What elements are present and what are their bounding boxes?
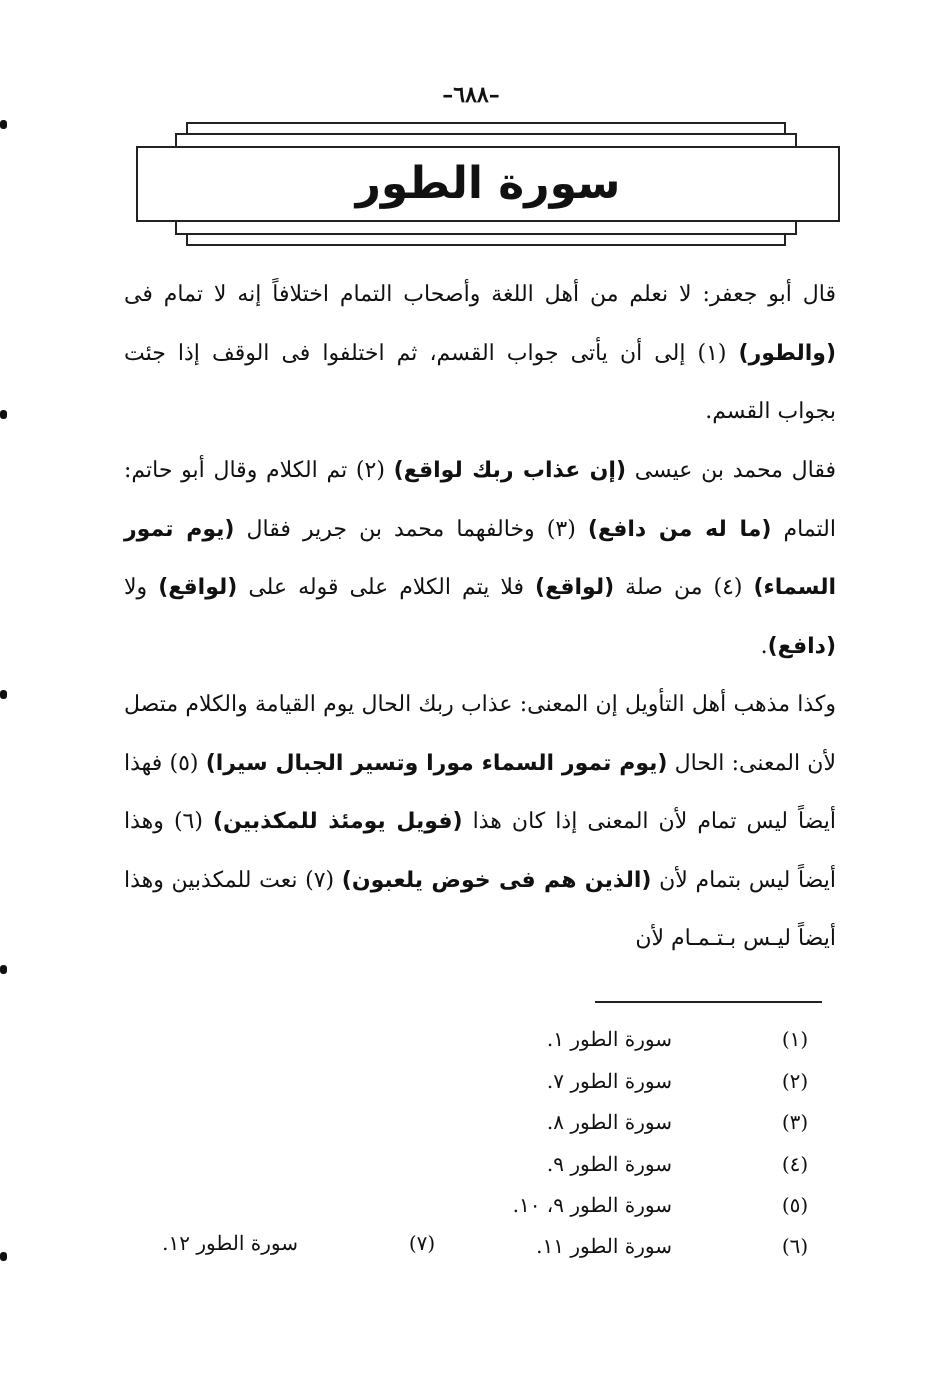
footnote-number: (٧) <box>408 1231 436 1255</box>
footnote-text: سورة الطور ٧. <box>546 1069 672 1093</box>
paragraph-text: . <box>760 633 768 659</box>
quran-quote: (والطور) <box>738 340 837 366</box>
footnote-number: (٣) <box>781 1110 809 1134</box>
footnote-text: سورة الطور ١١. <box>536 1234 672 1258</box>
paragraph-text: (٦) وهذا أيضاً ليس بتمام لأن <box>124 809 836 893</box>
footnote-text: سورة الطور ٩، ١٠. <box>512 1193 672 1217</box>
scan-mark <box>0 120 7 129</box>
paragraph-text: (٣) وخالفهما محمد بن جرير فقال <box>234 516 588 542</box>
footnote-number: (٢) <box>781 1069 809 1093</box>
quran-quote: (دافع) <box>767 633 836 659</box>
paragraph-text: فلا يتم الكلام على قوله على <box>237 575 536 600</box>
scan-mark <box>0 690 7 699</box>
footnote-number: (١) <box>781 1027 809 1051</box>
quran-quote: (يوم تمور السماء) <box>124 516 836 600</box>
paragraph-text: (٢) تم الكلام وقال أبو حاتم: التمام <box>124 458 836 542</box>
quran-quote: (فويل يومئذ للمكذبين) <box>213 809 463 834</box>
footnote-text: سورة الطور ٩. <box>546 1152 672 1176</box>
scan-mark <box>0 965 7 974</box>
scan-mark <box>0 1252 7 1261</box>
paragraph-text: (١) إلى أن يأتى جواب القسم، ثم اختلفوا فى الوقف إذا جئت بجواب القسم. <box>124 340 836 424</box>
quran-quote: (يوم تمور السماء مورا وتسير الجبال سيرا) <box>205 750 668 776</box>
footnote-separator <box>595 1001 822 1003</box>
footnote-text: سورة الطور ١٢. <box>162 1231 298 1255</box>
paragraph-text: فقال محمد بن عيسى <box>626 458 837 483</box>
quran-quote: (إن عذاب ربك لواقع) <box>393 458 626 483</box>
scan-mark <box>0 410 7 419</box>
paragraph-text: (٧) نعت للمكذبين وهذا أيضاً ليـس بـتـمـام لأن <box>124 867 836 951</box>
paragraph-1 <box>124 266 836 442</box>
page-number: –٦٨٨– <box>442 82 500 108</box>
paragraph-2 <box>124 442 836 676</box>
paragraph-text: ولا <box>124 575 159 600</box>
quran-quote: (لواقع) <box>535 575 615 600</box>
paragraph-text: وكذا مذهب أهل التأويل إن المعنى: عذاب ربك الحال يوم القيامة والكلام متصل لأن المعنى: الحال <box>124 692 836 776</box>
paragraph-3 <box>124 676 836 969</box>
paragraph-text: (٤) من صلة <box>614 575 754 600</box>
paragraph-text: قال أبو جعفر: لا نعلم من أهل اللغة وأصحاب التمام اختلافاً إنه لا تمام فى <box>124 282 836 307</box>
quran-quote: (الذين هم فى خوض يلعبون) <box>341 867 652 893</box>
footnote-number: (٤) <box>781 1152 809 1176</box>
footnote-number: (٥) <box>781 1193 809 1217</box>
footnote-number: (٦) <box>781 1234 809 1258</box>
quran-quote: (لواقع) <box>158 575 238 600</box>
quran-quote: (ما له من دافع) <box>587 516 772 542</box>
surah-title: سورة الطور <box>355 158 621 209</box>
paragraph-text: (٥) فهذا أيضاً ليس تمام لأن المعنى إذا كان هذا <box>124 750 836 834</box>
footnote-text: سورة الطور ١. <box>546 1027 672 1051</box>
footnote-text: سورة الطور ٨. <box>546 1110 672 1134</box>
